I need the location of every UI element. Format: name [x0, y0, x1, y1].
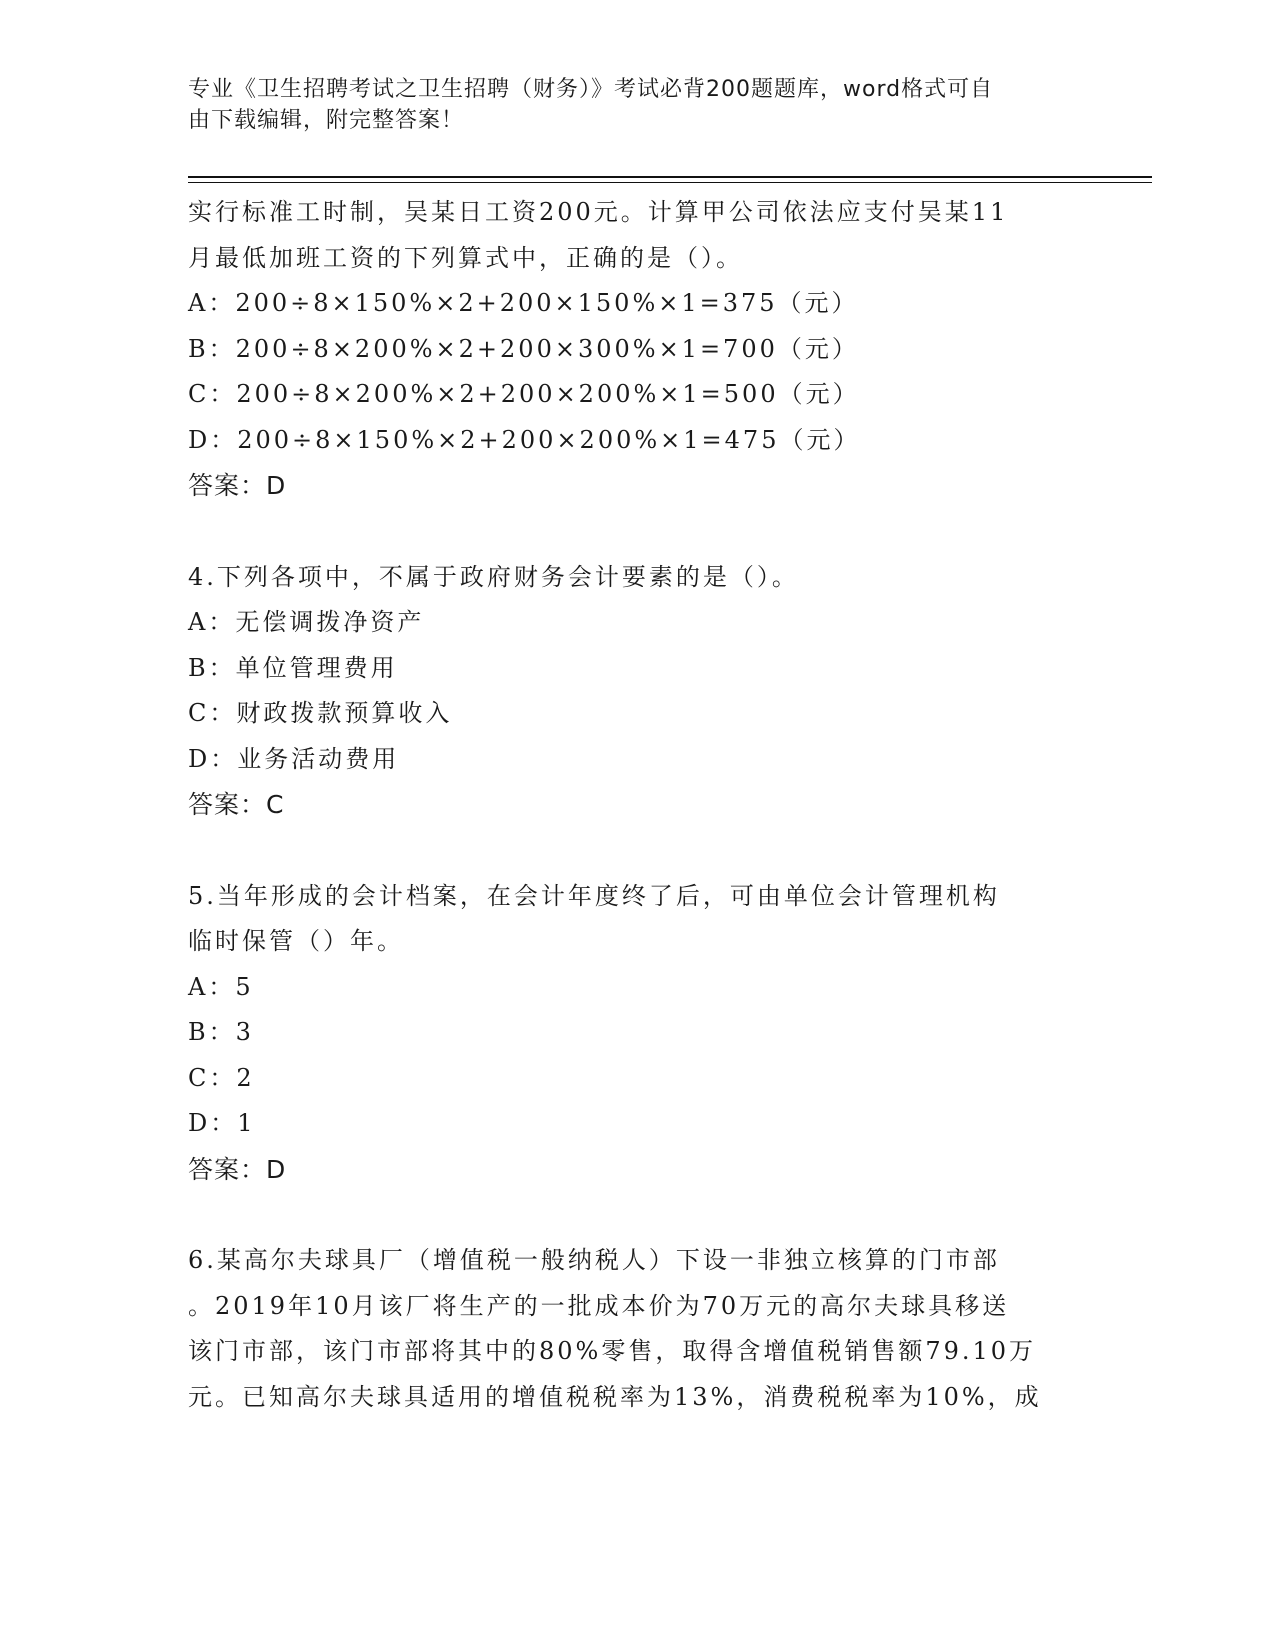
- header-rule-thin: [188, 182, 1152, 183]
- question-4: [188, 555, 1088, 828]
- header-line-1: 专业《卫生招聘考试之卫生招聘（财务）》考试必背200题题库，word格式可自: [188, 77, 994, 102]
- question-3: [188, 190, 1088, 509]
- question-content: [188, 190, 1088, 1420]
- header-line-2: 由下载编辑，附完整答案！: [188, 108, 465, 133]
- option-b: B：单位管理费用: [188, 653, 398, 682]
- option-a: A：200÷8×150%×2+200×150%×1=375（元）: [188, 289, 859, 317]
- question-stem-line: 4.下列各项中，不属于政府财务会计要素的是（）。: [188, 562, 799, 591]
- answer: 答案：D: [188, 471, 287, 500]
- question-stem-line: 该门市部，该门市部将其中的80%零售，取得含增值税销售额79.10万: [188, 1337, 1037, 1365]
- option-d: D：1: [188, 1109, 256, 1137]
- option-d: D：业务活动费用: [188, 744, 400, 773]
- question-stem-line: 实行标准工时制，吴某日工资200元。计算甲公司依法应支付吴某11: [188, 198, 1009, 226]
- option-b: B：3: [188, 1018, 254, 1046]
- header-rule-thick: [188, 176, 1152, 178]
- answer: 答案：C: [188, 790, 285, 819]
- answer: 答案：D: [188, 1154, 287, 1184]
- option-d: D：200÷8×150%×2+200×200%×1=475（元）: [188, 425, 861, 454]
- question-6: [188, 1238, 1088, 1420]
- option-c: C：200÷8×200%×2+200×200%×1=500（元）: [188, 380, 860, 408]
- question-stem-line: 6.某高尔夫球具厂（增值税一般纳税人）下设一非独立核算的门市部: [188, 1246, 1000, 1274]
- question-stem-line: 5.当年形成的会计档案，在会计年度终了后，可由单位会计管理机构: [188, 881, 1000, 910]
- option-a: A：5: [188, 972, 254, 1001]
- question-5: [188, 874, 1088, 1193]
- option-b: B：200÷8×200%×2+200×300%×1=700（元）: [188, 334, 859, 363]
- question-stem-line: 临时保管（）年。: [188, 927, 404, 955]
- question-stem-line: 。2019年10月该厂将生产的一批成本价为70万元的高尔夫球具移送: [188, 1291, 1010, 1320]
- option-a: A：无偿调拨净资产: [188, 608, 425, 636]
- document-header: [188, 74, 1068, 136]
- option-c: C：2: [188, 1063, 255, 1092]
- option-c: C：财政拨款预算收入: [188, 699, 453, 727]
- question-stem-line: 月最低加班工资的下列算式中，正确的是（）。: [188, 243, 743, 272]
- question-stem-line: 元。已知高尔夫球具适用的增值税税率为13%，消费税税率为10%，成: [188, 1382, 1042, 1411]
